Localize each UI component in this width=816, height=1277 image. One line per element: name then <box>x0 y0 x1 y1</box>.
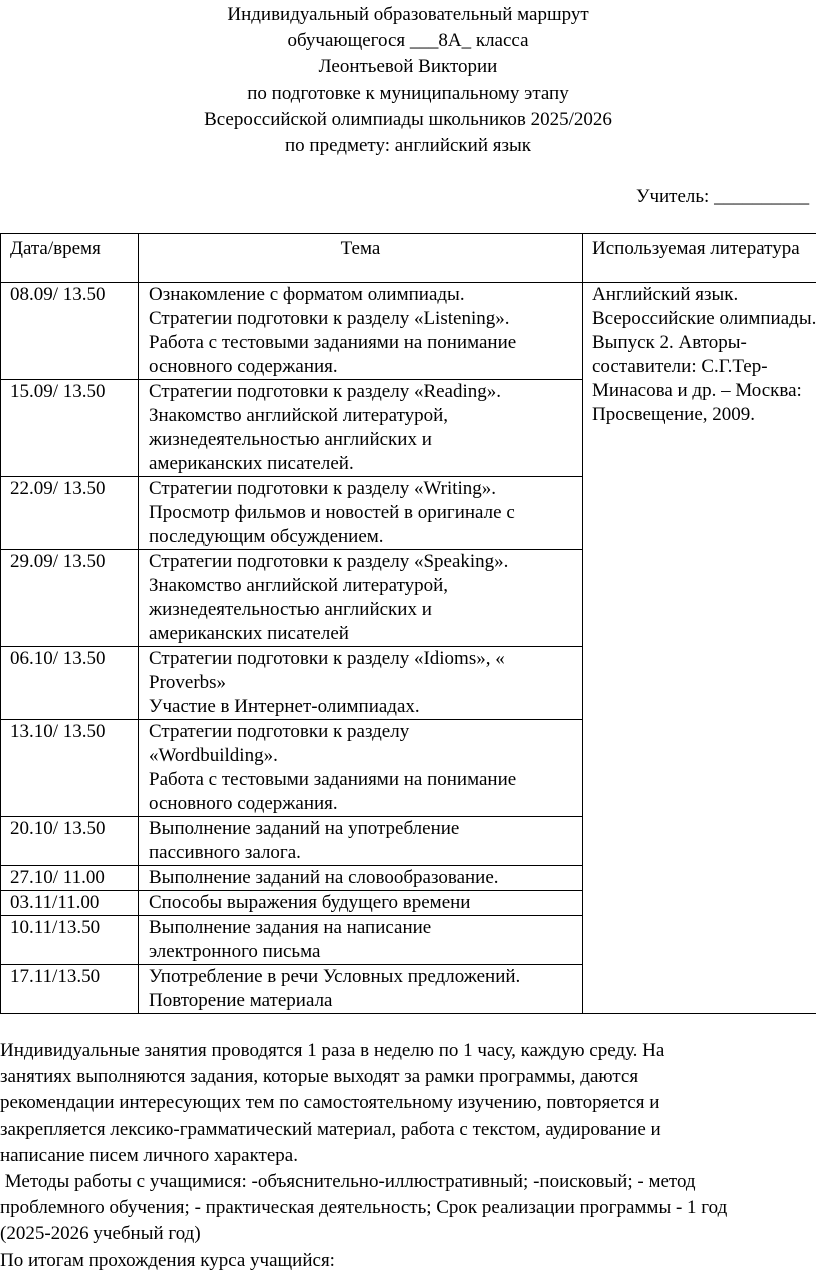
date-text: 22.09/ 13.50 <box>10 478 106 499</box>
date-cell <box>1 817 139 866</box>
topic-line: Выполнение заданий на употребление <box>149 818 460 839</box>
topic-line: «Wordbuilding». <box>149 745 278 766</box>
header-line-3: Леонтьевой Виктории <box>318 56 498 78</box>
topic-line: Ознакомление с форматом олимпиады. <box>149 284 465 305</box>
topic-cell <box>139 283 583 380</box>
topic-line: Участие в Интернет-олимпиадах. <box>149 696 420 717</box>
document-header <box>0 2 816 159</box>
date-cell <box>1 891 139 916</box>
header-line-4: по подготовке к муниципальному этапу <box>247 82 569 104</box>
body-line-4: закрепляется лексико-грамматический материал, работа с текстом, аудирование и <box>0 1118 661 1140</box>
topic-cell <box>139 647 583 720</box>
body-line-5: написание писем личного характера. <box>0 1144 298 1166</box>
header-cell-topic: Тема <box>139 234 583 283</box>
date-text: 20.10/ 13.50 <box>10 818 106 839</box>
date-text: 29.09/ 13.50 <box>10 551 106 572</box>
topic-line: Выполнение задания на написание <box>149 917 432 938</box>
header-line-6: по предмету: английский язык <box>285 135 531 157</box>
literature-cell <box>583 283 816 1014</box>
header-cell-date: Дата/время <box>1 234 139 283</box>
literature-line: Английский язык. <box>592 284 739 305</box>
topic-line: Стратегии подготовки к разделу «Idioms», « <box>149 648 505 669</box>
date-text: 03.11/11.00 <box>10 892 100 913</box>
topic-line: Стратегии подготовки к разделу «Listening». <box>149 308 510 329</box>
literature-line: составители: С.Г.Тер- <box>592 356 768 377</box>
date-cell <box>1 916 139 965</box>
date-cell <box>1 866 139 891</box>
topic-cell <box>139 550 583 647</box>
header-line-1: Индивидуальный образовательный маршрут <box>227 4 589 25</box>
topic-cell <box>139 720 583 817</box>
header-line-2: обучающегося ___8А_ класса <box>287 30 529 52</box>
body-line-6: Методы работы с учащимися: -объяснительно-иллюстративный; -поисковый; - метод <box>0 1171 696 1193</box>
body-line-2: занятиях выполняются задания, которые выходят за рамки программы, даются <box>0 1066 639 1088</box>
topic-line: Стратегии подготовки к разделу «Writing». <box>149 478 497 499</box>
teacher-line: Учитель: __________ <box>636 186 810 207</box>
date-text: 06.10/ 13.50 <box>10 648 106 669</box>
topic-line: Способы выражения будущего времени <box>149 892 471 913</box>
topic-line: Знакомство английской литературой, <box>149 405 449 426</box>
date-cell <box>1 283 139 380</box>
topic-line: последующим обсуждением. <box>149 526 384 547</box>
body-line-8: (2025-2026 учебный год) <box>0 1223 201 1245</box>
topic-cell <box>139 916 583 965</box>
topic-line: пассивного залога. <box>149 842 301 863</box>
topic-line: Знакомство английской литературой, <box>149 575 449 596</box>
topic-line: Работа с тестовыми заданиями на понимание <box>149 332 517 353</box>
literature-line: Всероссийские олимпиады. <box>592 308 816 329</box>
topic-cell <box>139 866 583 891</box>
topic-line: Стратегии подготовки к разделу <box>149 721 410 742</box>
literature-line: Просвещение, 2009. <box>592 404 756 425</box>
topic-line: американских писателей. <box>149 453 354 474</box>
topic-line: жизнедеятельностью английских и <box>149 599 432 620</box>
topic-line: Proverbs» <box>149 672 227 693</box>
date-text: 08.09/ 13.50 <box>10 284 106 305</box>
schedule-table <box>0 233 816 1014</box>
body-line-9: По итогам прохождения курса учащийся: <box>0 1249 335 1271</box>
date-cell <box>1 477 139 550</box>
body-line-3: рекомендации интересующих тем по самостоятельному изучению, повторяется и <box>0 1092 660 1114</box>
topic-line: электронного письма <box>149 941 321 962</box>
body-line-7: проблемного обучения; - практическая деятельность; Срок реализации программы - 1 год <box>0 1197 728 1219</box>
description-text <box>0 1038 816 1274</box>
topic-line: основного содержания. <box>149 793 338 814</box>
topic-line: жизнедеятельностью английских и <box>149 429 432 450</box>
topic-cell <box>139 965 583 1014</box>
topic-line: Выполнение заданий на словообразование. <box>149 867 499 888</box>
date-cell <box>1 550 139 647</box>
date-cell <box>1 647 139 720</box>
table-header-row <box>1 234 816 283</box>
date-cell <box>1 720 139 817</box>
topic-line: Употребление в речи Условных предложений. <box>149 966 521 987</box>
topic-line: американских писателей <box>149 623 349 644</box>
literature-line: Минасова и др. – Москва: <box>592 380 802 401</box>
table-row <box>1 283 816 380</box>
topic-cell <box>139 891 583 916</box>
date-text: 27.10/ 11.00 <box>10 867 105 888</box>
date-text: 15.09/ 13.50 <box>10 381 106 402</box>
topic-line: Стратегии подготовки к разделу «Speaking». <box>149 551 509 572</box>
topic-line: Просмотр фильмов и новостей в оригинале с <box>149 502 515 523</box>
date-text: 17.11/13.50 <box>10 966 101 987</box>
literature-line: Выпуск 2. Авторы- <box>592 332 747 353</box>
topic-cell <box>139 817 583 866</box>
topic-cell <box>139 380 583 477</box>
header-line-5: Всероссийской олимпиады школьников 2025/2026 <box>204 108 612 130</box>
topic-line: основного содержания. <box>149 356 338 377</box>
topic-line: Работа с тестовыми заданиями на понимание <box>149 769 517 790</box>
date-text: 13.10/ 13.50 <box>10 721 106 742</box>
topic-line: Стратегии подготовки к разделу «Reading». <box>149 381 502 402</box>
date-text: 10.11/13.50 <box>10 917 101 938</box>
topic-line: Повторение материала <box>149 990 333 1011</box>
date-cell <box>1 965 139 1014</box>
header-cell-literature: Используемая литература <box>583 234 816 283</box>
topic-cell <box>139 477 583 550</box>
body-line-1: Индивидуальные занятия проводятся 1 раза в неделю по 1 часу, каждую среду. На <box>0 1040 665 1061</box>
date-cell <box>1 380 139 477</box>
